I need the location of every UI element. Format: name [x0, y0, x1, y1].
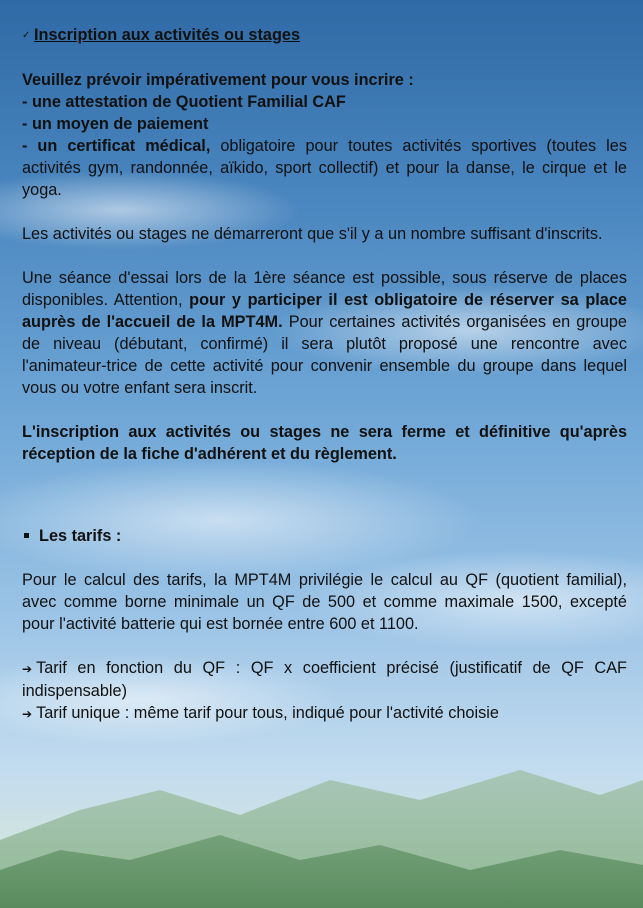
trial-session-paragraph [22, 267, 627, 399]
requirement-payment: - un moyen de paiement [22, 115, 209, 133]
tarifs-title: Les tarifs : [39, 527, 122, 545]
medical-certificate-label: - un certificat médical, [22, 137, 211, 155]
requirement-caf: - une attestation de Quotient Familial CAF [22, 93, 346, 111]
requirement-medical [22, 135, 627, 201]
tarif-unique-text: Tarif unique : même tarif pour tous, indiqué pour l'activité choisie [36, 704, 499, 722]
minimum-participants-paragraph: Les activités ou stages ne démarreront que s'il y a un nombre suffisant d'inscrits. [22, 225, 603, 243]
tarif-qf-item [22, 657, 627, 702]
arrow-icon: ➔ [22, 662, 33, 676]
checkmark-bullet-icon: ✓ [22, 30, 31, 41]
tarif-unique-item [22, 702, 627, 725]
requirements-intro: Veuillez prévoir impérativement pour vous incrire : [22, 71, 414, 89]
trial-session-end: Pour certaines activités organisées en groupe de niveau (débutant, confirmé) il sera plutôt proposé une rencontre avec l'animateur-trice de cette activité pour convenir ensemble du groupe dans lequel vous ou votre enfant sera inscrit. [22, 313, 627, 397]
trial-session-reservation: pour y participer il est obligatoire de réserver sa place auprès de l'accueil de la MPT4M. [22, 291, 627, 331]
registration-confirmation-paragraph: L'inscription aux activités ou stages ne sera ferme et définitive qu'après réception de la fiche d'adhérent et du règlement. [22, 423, 627, 463]
inscription-title: Inscription aux activités ou stages [34, 26, 301, 44]
trial-session-start: Une séance d'essai lors de la 1ère séance est possible, sous réserve de places disponibles. Attention, [22, 269, 627, 309]
section-title-inscription [22, 24, 627, 47]
medical-certificate-detail: obligatoire pour toutes activités sportives (toutes les activités gym, randonnée, aïkido, sport collectif) et pour la danse, le cirque et le yoga. [22, 137, 627, 199]
arrow-icon: ➔ [22, 707, 33, 721]
tarif-qf-text: Tarif en fonction du QF : QF x coefficient précisé (justificatif de QF CAF indispensable) [22, 659, 627, 700]
document-content [22, 24, 627, 725]
tarif-calculation-paragraph: Pour le calcul des tarifs, la MPT4M privilégie le calcul au QF (quotient familial), avec comme borne minimale un QF de 500 et comme maximale 1500, excepté pour l'activité batterie qui est bornée entre 600 et 1100. [22, 571, 627, 633]
section-title-tarifs [22, 525, 627, 547]
square-bullet-icon [24, 533, 29, 538]
